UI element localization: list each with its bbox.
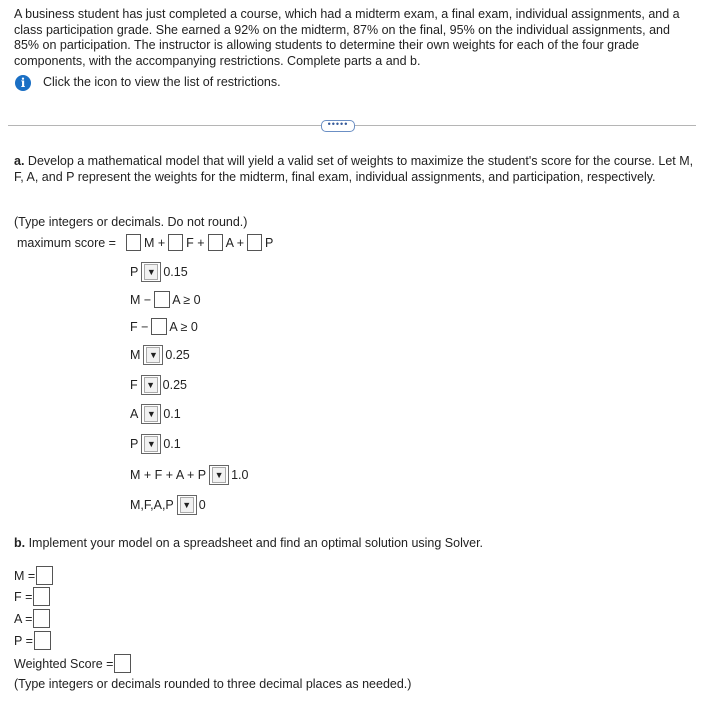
obj-term-m: M +: [143, 235, 166, 250]
answer-a-input[interactable]: [33, 609, 50, 628]
obj-coef-p-input[interactable]: [247, 234, 262, 251]
constraint-8-operator-select[interactable]: [209, 465, 229, 485]
dropdown-arrow-icon: ▼: [144, 377, 158, 393]
problem-intro: A business student has just completed a course, which had a midterm exam, a final exam, individual assignments, and a class participation grade. She earned a 92% on the midterm, 87% on the final, 95% on the individual assignments, and 85% on participation. The instructor is allowing students to determine their own weights for each of the four grade components, with the accompanying restrictions. Complete parts a and b.: [14, 7, 680, 68]
expand-ellipsis-button[interactable]: •••••: [321, 120, 355, 132]
obj-coef-a-input[interactable]: [208, 234, 223, 251]
obj-coef-m-input[interactable]: [126, 234, 141, 251]
weighted-score-row: Weighted Score =: [14, 654, 131, 673]
part-a-prompt: [14, 154, 694, 185]
part-b-instruction: (Type integers or decimals rounded to three decimal places as needed.): [14, 677, 412, 691]
answer-p-input[interactable]: [34, 631, 51, 650]
obj-term-a: A +: [225, 235, 245, 250]
constraint-row-9: M,F,A,P ▼ 0: [130, 495, 206, 515]
constraint-2-coef-input[interactable]: [154, 291, 170, 308]
objective-function: [17, 234, 276, 251]
dropdown-arrow-icon: ▼: [144, 436, 158, 452]
answer-a-row: A =: [14, 609, 50, 628]
answer-f-input[interactable]: [33, 587, 50, 606]
dropdown-arrow-icon: ▼: [144, 264, 158, 280]
part-b-prompt: [14, 536, 483, 550]
dropdown-arrow-icon: ▼: [180, 497, 194, 513]
constraint-row-1: P ▼ 0.15: [130, 262, 188, 282]
constraint-row-6: A ▼ 0.1: [130, 404, 181, 424]
constraint-row-3: F − A ≥ 0: [130, 319, 198, 334]
info-icon[interactable]: i: [15, 75, 31, 91]
part-a-text: Develop a mathematical model that will yield a valid set of weights to maximize the student's score for the course. Let M, F, A, and P represent the weights for the midterm, final exam, individual assignments, and participation, respectively.: [14, 154, 694, 184]
obj-coef-f-input[interactable]: [168, 234, 183, 251]
part-b-text: Implement your model on a spreadsheet and find an optimal solution using Solver.: [25, 536, 484, 550]
answer-m-row: M =: [14, 566, 53, 585]
constraint-row-2: M − A ≥ 0: [130, 292, 201, 307]
weighted-score-input[interactable]: [114, 654, 131, 673]
constraint-1-operator-select[interactable]: [141, 262, 161, 282]
objective-label: maximum score =: [17, 235, 116, 250]
constraint-row-7: P ▼ 0.1: [130, 434, 181, 454]
dropdown-arrow-icon: ▼: [212, 467, 226, 483]
answer-m-input[interactable]: [36, 566, 53, 585]
constraint-3-coef-input[interactable]: [151, 318, 167, 335]
part-a-instruction: (Type integers or decimals. Do not round.): [14, 215, 248, 229]
answer-p-row: P =: [14, 631, 51, 650]
obj-term-p: P: [265, 235, 274, 250]
answer-f-row: F =: [14, 587, 50, 606]
constraint-7-operator-select[interactable]: [141, 434, 161, 454]
constraint-9-operator-select[interactable]: [177, 495, 197, 515]
part-b-label: b.: [14, 536, 26, 550]
part-a-label: a.: [14, 154, 25, 168]
constraint-4-operator-select[interactable]: [143, 345, 163, 365]
obj-term-f: F +: [186, 235, 205, 250]
constraint-row-5: F ▼ 0.25: [130, 375, 187, 395]
dropdown-arrow-icon: ▼: [146, 347, 160, 363]
constraint-5-operator-select[interactable]: [141, 375, 161, 395]
constraint-6-operator-select[interactable]: [141, 404, 161, 424]
constraint-row-4: M ▼ 0.25: [130, 345, 190, 365]
restrictions-link-text: Click the icon to view the list of restrictions.: [43, 75, 281, 89]
constraint-row-8: M + F + A + P ▼ 1.0: [130, 465, 248, 485]
dropdown-arrow-icon: ▼: [144, 406, 158, 422]
